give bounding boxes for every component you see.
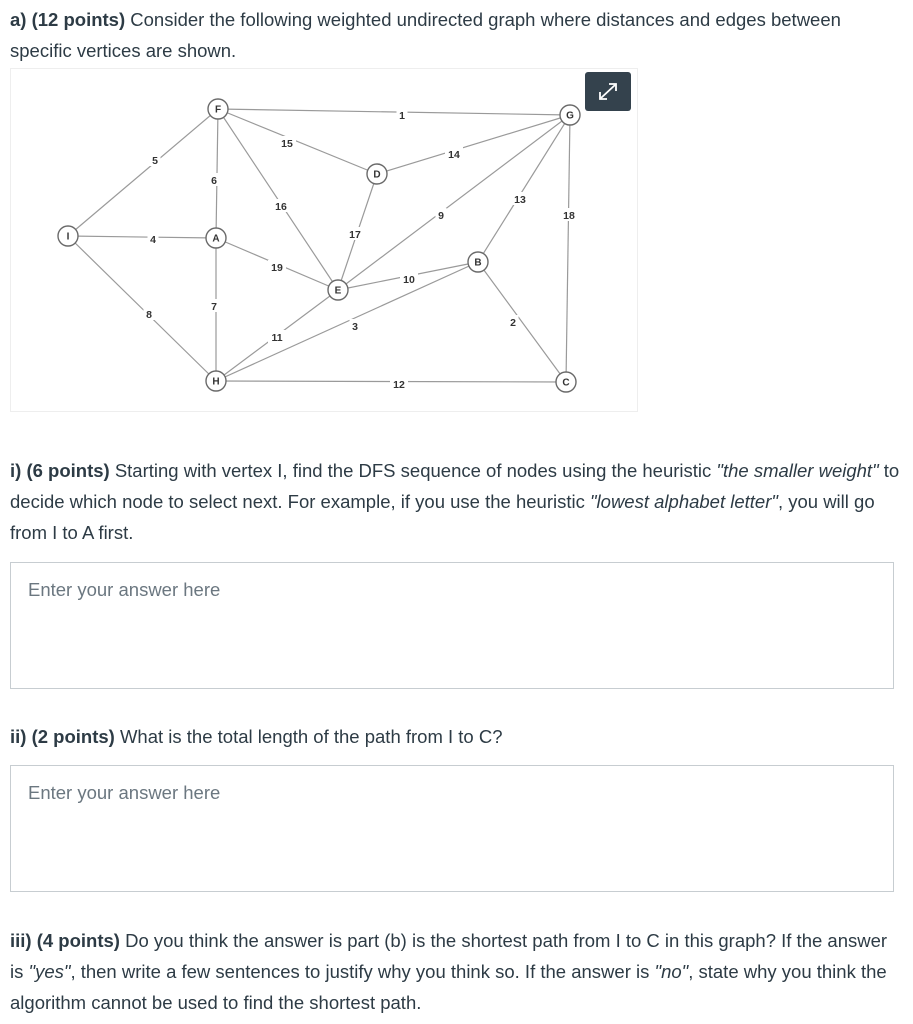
edge-g-e [338,115,570,290]
edge-weight-label: 18 [563,210,575,222]
node-label: E [334,285,342,297]
node-label: D [373,169,381,181]
node-label: C [562,377,570,389]
answer-input-i[interactable] [10,562,894,689]
question-iii-text1: Do you think the answer is part (b) is the shortest path from I to C in this graph? If the answer is [10,930,888,982]
edge-weight-label: 7 [211,301,217,313]
nodes-layer [58,99,580,392]
question-ii-label: ii) (2 points) [10,726,115,747]
question-ii [10,721,900,752]
node-label: H [212,376,220,388]
edge-weight-label: 17 [349,229,361,241]
expand-button[interactable] [585,72,631,111]
question-iii [10,925,900,1018]
edge-weight-label: 12 [393,379,405,391]
edge-i-a [68,236,216,238]
node-c [556,372,576,392]
edge-weight-label: 8 [146,309,152,321]
edge-weight-label: 3 [352,321,358,333]
node-g [560,105,580,125]
question-i-text2: to decide which node to select next. For example, if you use the heuristic [10,460,900,512]
edge-weight-label: 14 [448,149,460,161]
weights-layer [144,108,579,391]
question-i-text1: Starting with vertex I, find the DFS sequence of nodes using the heuristic [109,460,717,481]
edge-weight-label: 15 [281,138,293,150]
question-iii-label: iii) (4 points) [10,930,120,951]
edges-layer [68,109,570,382]
edge-b-c [478,262,566,382]
node-e [328,280,348,300]
edge-f-d [218,109,377,174]
question-a-label: a) (12 points) [10,9,126,30]
expand-arrows-icon [585,72,631,111]
node-label: A [212,233,220,245]
edge-g-b [478,115,570,262]
node-label: F [214,104,222,116]
edge-d-g [377,115,570,174]
edge-g-c [566,115,570,382]
answer-input-ii[interactable] [10,765,894,892]
edge-f-i [68,109,218,236]
node-label: B [474,257,482,269]
question-i-quote2: "lowest alphabet letter" [589,491,778,512]
edge-weight-label: 16 [275,201,287,213]
edge-h-b [216,262,478,381]
question-i-text3: , you will go from I to A first. [10,491,875,543]
edge-weight-label: 6 [211,175,217,187]
node-a [206,228,226,248]
graph-svg [11,69,639,413]
edge-i-h [68,236,216,381]
node-i [58,226,78,246]
edge-weight-label: 9 [438,210,444,222]
edge-weight-label: 13 [514,194,526,206]
question-iii-text3: , state why you think the algorithm cannot be used to find the shortest path. [10,961,887,1013]
edge-weight-label: 11 [271,332,283,344]
node-d [367,164,387,184]
node-label: G [566,110,574,122]
edge-weight-label: 10 [403,274,415,286]
node-h [206,371,226,391]
question-a [10,4,900,66]
question-i [10,455,900,548]
question-iii-text2: , then write a few sentences to justify why you think so. If the answer is [70,961,655,982]
graph-figure [10,68,638,412]
node-b [468,252,488,272]
edge-f-g [218,109,570,115]
question-ii-text: What is the total length of the path from I to C? [114,726,503,747]
node-label: I [66,231,70,243]
edge-weight-label: 2 [510,317,516,329]
question-i-label: i) (6 points) [10,460,110,481]
edge-weight-label: 5 [152,155,158,167]
edge-weight-label: 4 [150,234,156,246]
edge-weight-label: 19 [271,262,283,274]
edge-weight-label: 1 [399,110,405,122]
question-iii-quote2: "no" [654,961,689,982]
question-iii-quote1: "yes" [28,961,71,982]
question-i-quote1: "the smaller weight" [716,460,879,481]
question-a-text: Consider the following weighted undirected graph where distances and edges between specific vertices are shown. [10,9,841,61]
node-f [208,99,228,119]
